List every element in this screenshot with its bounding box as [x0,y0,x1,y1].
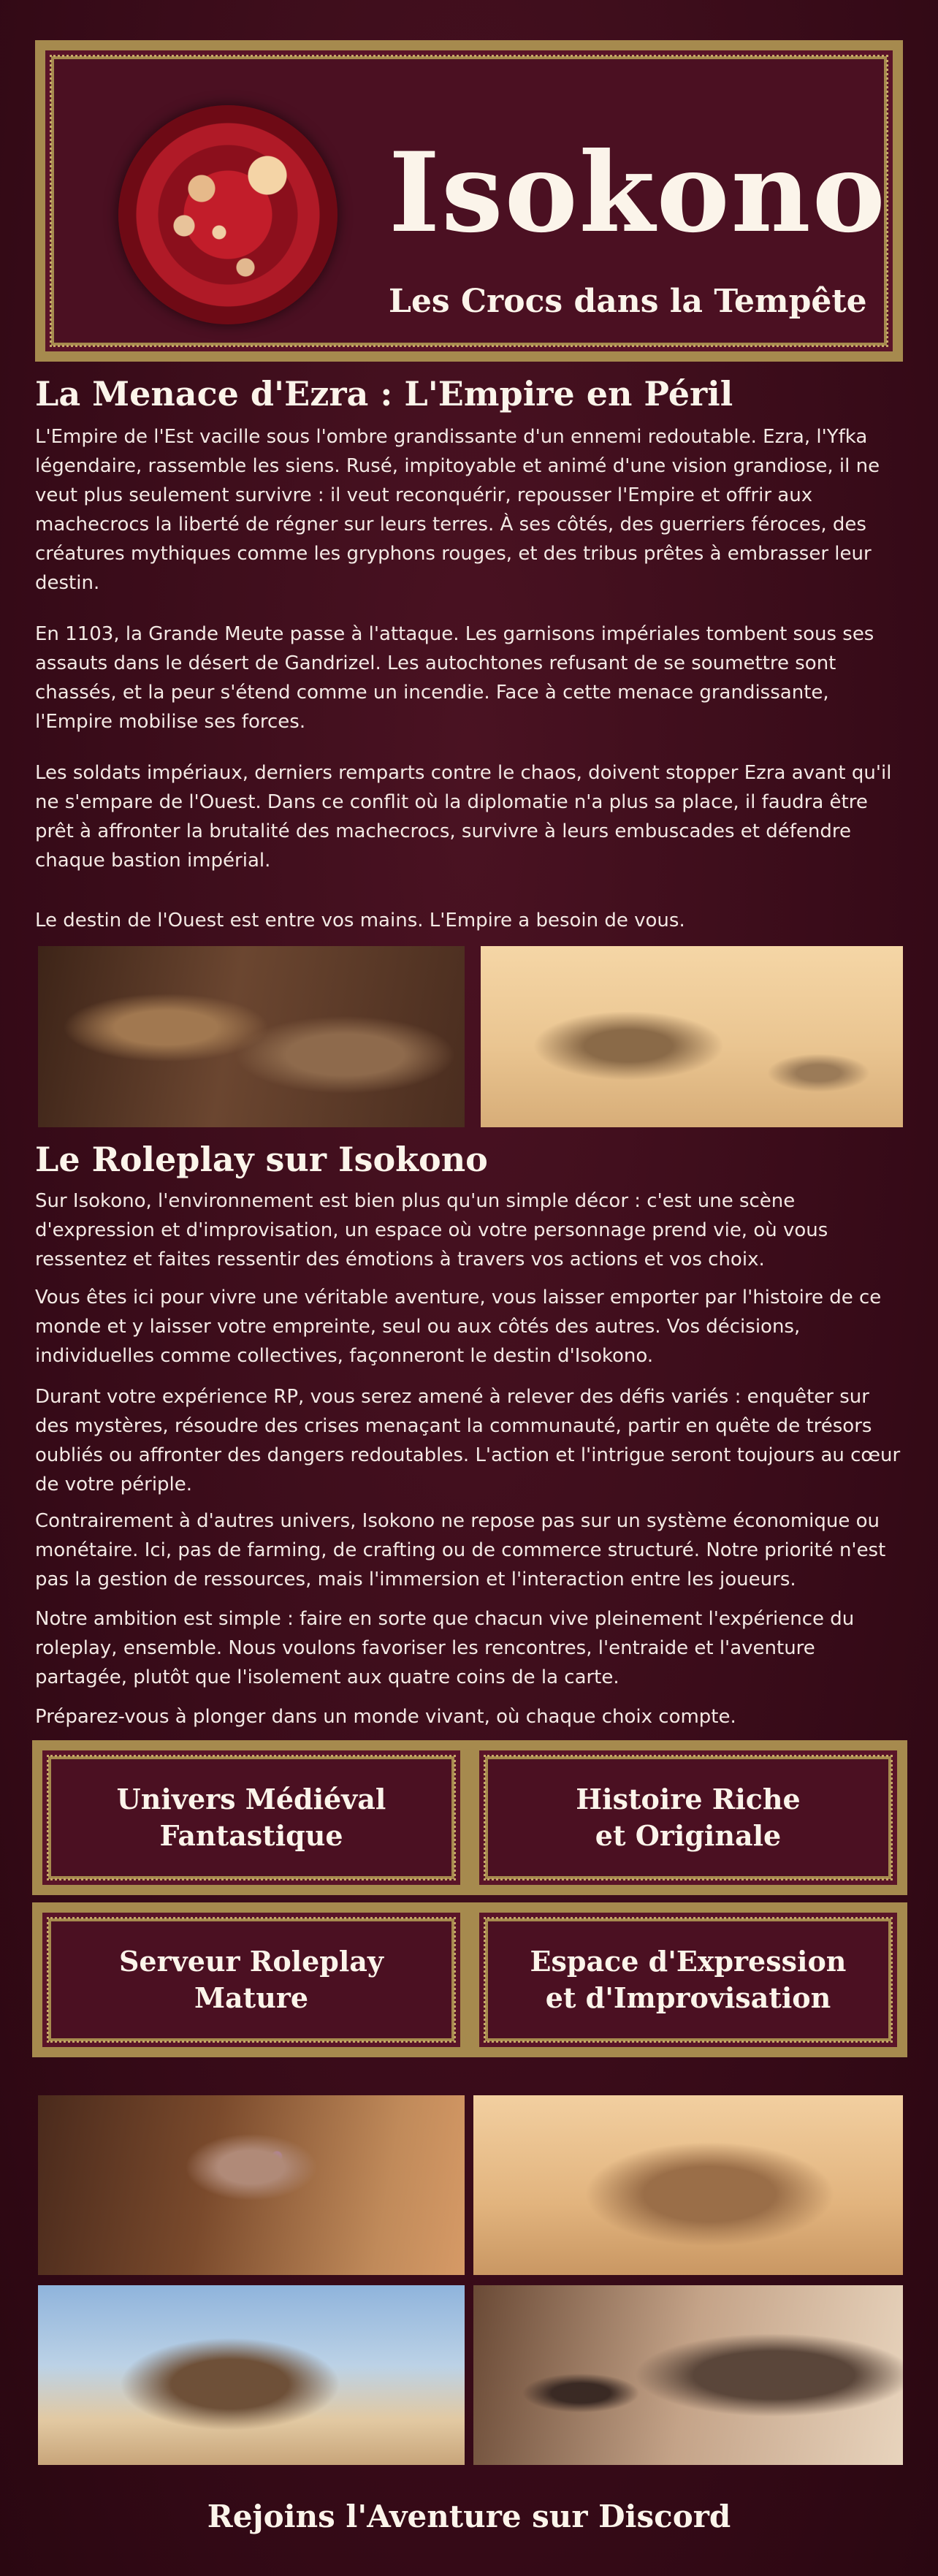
photo-trex-roar [38,2285,465,2465]
paragraph: Les soldats impériaux, derniers remparts contre le chaos, doivent stopper Ezra avant qu'il ne s'empare de l'Ouest. Dans ce conflit où la diplomatie n'a plus sa place, il faudra être prêt à affronter la brutalité des machecrocs, survivre à leurs embuscades et défendre chaque bastion impérial. [35,762,892,872]
spiral-logo-icon [118,105,338,324]
site-title: Isokono [389,129,887,257]
paragraph: En 1103, la Grande Meute passe à l'attaque. Les garnisons impériales tombent sous ses assauts dans le désert de Gandrizel. Les autochtones refusant de se soumettre sont chassés, et la peur s'étend comme un incendie. Face à cette menace grandissante, l'Empire mobilise ses forces. [35,623,874,733]
photo-dinosaur-battle [473,2095,903,2275]
photo-soldier-and-beast [473,2285,903,2465]
feature-box-mature [32,1902,470,2057]
photo-dinosaurs-desert [481,946,903,1127]
section-heading-menace: La Menace d'Ezra : L'Empire en Péril [35,374,733,414]
feature-box-universe [32,1740,470,1895]
paragraph: Durant votre expérience RP, vous serez amené à relever des défis variés : enquêter sur des mystères, résoudre des crises menaçant la communauté, partir en quête de trésors oubliés ou affronter des dangers redoutables. L'action et l'intrigue seront toujours au cœur de votre périple. [35,1386,901,1495]
feature-label: Espace d'Expression et d'Improvisation [530,1945,847,2014]
paragraph: Contrairement à d'autres univers, Isokono ne repose pas sur un système économique ou monétaire. Ici, pas de farming, de crafting ou de commerce structuré. Notre priorité n'est pas la gestion de ressources, mais l'immersion et l'interaction entre les joueurs. [35,1510,886,1590]
paragraph: Sur Isokono, l'environnement est bien plus qu'un simple décor : c'est une scène d'expression et d'improvisation, un espace où votre personnage prend vie, où vous ressentez et faites ressentir des émotions à travers vos actions et vos choix. [35,1190,828,1270]
photo-werewolves [38,946,465,1127]
discord-join-link[interactable]: Rejoins l'Aventure sur Discord [207,2499,731,2534]
section-heading-roleplay: Le Roleplay sur Isokono [35,1140,488,1179]
header-banner [35,40,903,362]
feature-label: Serveur Roleplay Mature [118,1945,384,2014]
paragraph: Notre ambition est simple : faire en sorte que chacun vive pleinement l'expérience du roleplay, ensemble. Nous voulons favoriser les rencontres, l'entraide et l'aventure partagée, plutôt que l'isolement aux quatre coins de la carte. [35,1608,855,1688]
feature-box-expression [469,1902,907,2057]
paragraph: L'Empire de l'Est vacille sous l'ombre grandissante d'un ennemi redoutable. Ezra, l'Yfka légendaire, rassemble les siens. Rusé, impitoyable et animé d'une vision grandiose, il ne veut plus seulement survivre : il veut reconquérir, repousser l'Empire et offrir aux machecrocs la liberté de régner sur leurs terres. À ses côtés, des guerriers féroces, des créatures mythiques comme les gryphons rouges, et des tribus prêtes à embrasser leur destin. [35,426,880,594]
site-subtitle: Les Crocs dans la Tempête [389,283,867,320]
paragraph: Vous êtes ici pour vivre une véritable aventure, vous laisser emporter par l'histoire de ce monde et y laisser votre empreinte, seul ou aux côtés des autres. Vos décisions, individuelles comme collectives, façonneront le destin d'Isokono. [35,1287,882,1367]
feature-label: Univers Médiéval Fantastique [116,1783,386,1852]
paragraph: Le destin de l'Ouest est entre vos mains. L'Empire a besoin de vous. [35,910,685,931]
photo-character-purple-eyes [38,2095,465,2275]
paragraph: Préparez-vous à plonger dans un monde vivant, où chaque choix compte. [35,1706,736,1728]
feature-label: Histoire Riche et Originale [576,1783,801,1852]
feature-box-story [469,1740,907,1895]
